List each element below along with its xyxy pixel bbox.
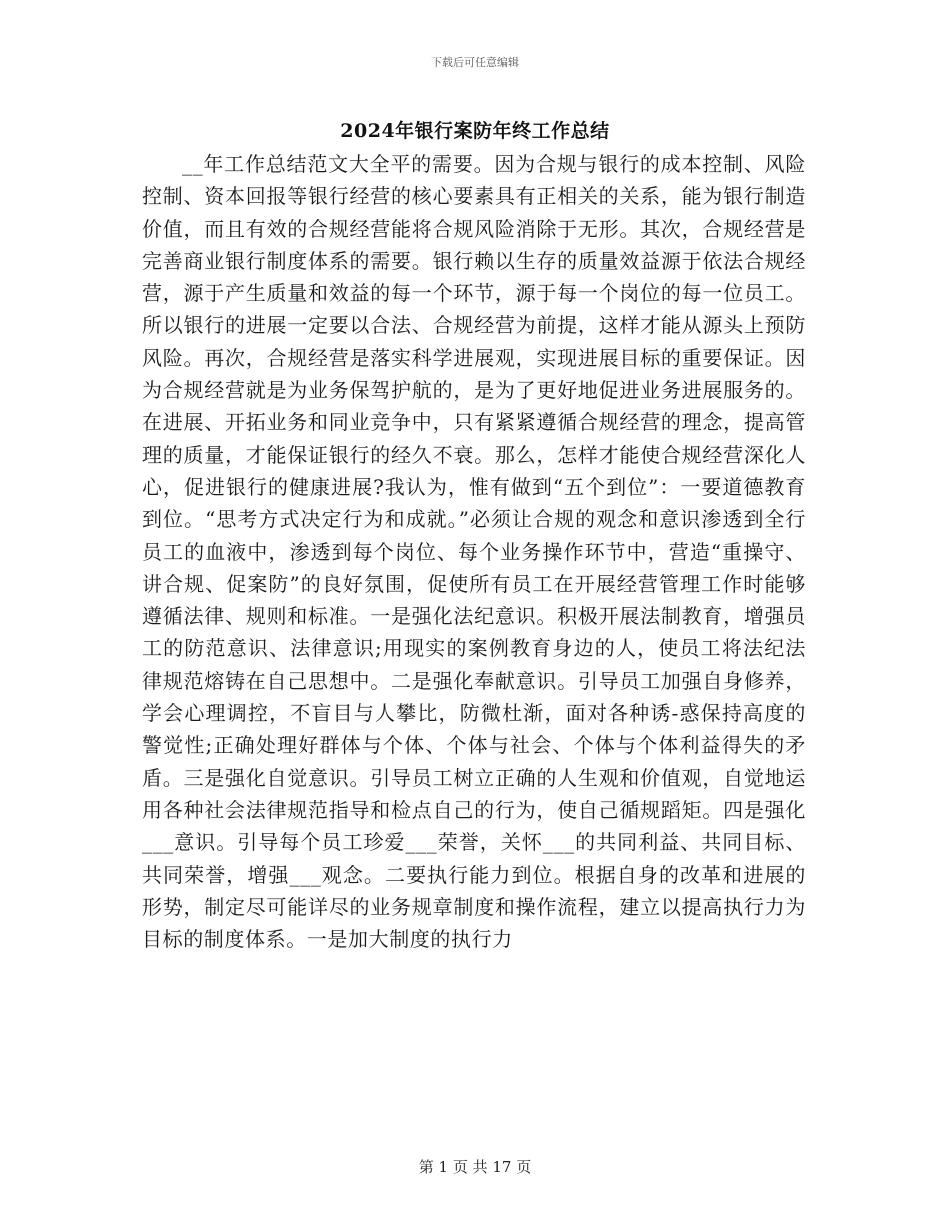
body-paragraph: __年工作总结范文大全平的需要。因为合规与银行的成本控制、风险控制、资本回报等银行经营的核心要素具有正相关的关系，能为银行制造价值，而且有效的合规经营能将合规风险消除于无形。其次，合规经营是完善商业银行制度体系的需要。银行赖以生存的质量效益源于依法合规经营，源于产生质量和效益的每一个环节，源于每一个岗位的每一位员工。所以银行的进展一定要以合法、合规经营为前提，这样才能从源头上预防风险。再次，合规经营是落实科学进展观，实现进展目标的重要保证。因为合规经营就是为业务保驾护航的，是为了更好地促进业务进展服务的。在进展、开拓业务和同业竞争中，只有紧紧遵循合规经营的理念，提高管理的质量，才能保证银行的经久不衰。那么，怎样才能使合规经营深化人心，促进银行的健康进展?我认为，惟有做到“五个到位”：一要道德教育到位。“思考方式决定行为和成就。”必须让合规的观念和意识渗透到全行员工的血液中，渗透到每个岗位、每个业务操作环节中，营造“重操守、讲合规、促案防”的良好氛围，促使所有员工在开展经营管理工作时能够遵循法律、规则和标准。一是强化法纪意识。积极开展法制教育，增强员工的防范意识、法律意识;用现实的案例教育身边的人，使员工将法纪法律规范熔铸在自己思想中。二是强化奉献意识。引导员工加强自身修养，学会心理调控，不盲目与人攀比，防微杜渐，面对各种诱-惑保持高度的警觉性;正确处理好群体与个体、个体与社会、个体与个体利益得失的矛盾。三是强化自觉意识。引导员工树立正确的人生观和价值观，自觉地运用各种社会法律规范指导和检点自己的行为，使自己循规蹈矩。四是强化___意识。引导每个员工珍爱___荣誉，关怀___的共同利益、共同目标、共同荣誉，增强___观念。二要执行能力到位。根据自身的改革和进展的形势，制定尽可能详尽的业务规章制度和操作流程，建立以提高执行力为目标的制度体系。一是加大制度的执行力 [142, 152, 806, 952]
page-number: 第 1 页 共 17 页 [418, 1158, 532, 1176]
document-title: 2024年银行案防年终工作总结 [340, 120, 610, 142]
page-header-note: 下载后可任意编辑 [431, 56, 519, 69]
